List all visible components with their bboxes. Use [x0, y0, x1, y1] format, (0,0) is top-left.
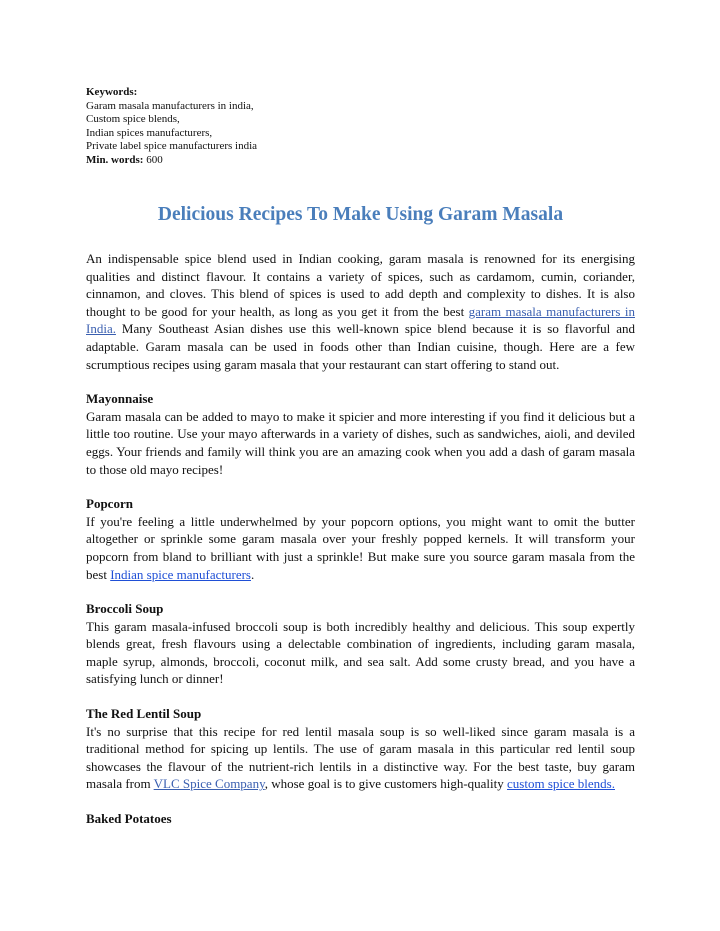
section-paragraph: This garam masala-infused broccoli soup is both incredibly healthy and delicious. This soup expertly blends great, fresh flavours using a delectable combination of ingredients, including garam masala, maple syrup, almonds, broccoli, coconut milk, and sea salt. Add some crusty bread, and you have a satisfying lunch or dinner! [86, 618, 635, 687]
keyword-item: Custom spice blends, [86, 113, 180, 126]
section-paragraph [86, 723, 635, 793]
intro-text-2: Many Southeast Asian dishes use this well-known spice blend because it is so flavorful and adaptable. Garam masala can be used in foods other than Indian cuisine, though. Here are a few scrumptious recipes using garam masala that your restaurant can start offering to stand out. [86, 321, 635, 372]
keywords-block [86, 86, 635, 168]
section-heading: Baked Potatoes [86, 811, 172, 827]
section-paragraph: Garam masala can be added to mayo to make it spicier and more interesting if you find it delicious but a little too routine. Use your mayo afterwards in a variety of dishes, such as sandwiches, aioli, and deviled eggs. Your friends and family will think you are an amazing cook when you add a dash of garam masala to those old mayo recipes! [86, 408, 635, 477]
intro-paragraph [86, 250, 635, 373]
lentil-text-2: , whose goal is to give customers high-quality [264, 776, 508, 792]
link-vlc-spice-company[interactable]: VLC Spice Company [153, 776, 265, 792]
popcorn-text-1: If you're feeling a little underwhelmed by your popcorn options, you might want to omit the butter altogether or sprinkle some garam masala over your freshly popped kernels. It will transform your popcorn from bland to brilliant with just a sprinkle! But make sure you source garam masala from the best [86, 513, 635, 582]
keyword-item: Indian spices manufacturers, [86, 126, 213, 139]
popcorn-text-2: . [250, 566, 255, 582]
keyword-item: Garam masala manufacturers in india, [86, 99, 254, 112]
section-red-lentil-soup [86, 705, 635, 793]
min-words-value: 600 [146, 153, 163, 166]
section-popcorn [86, 495, 635, 583]
link-custom-spice-blends[interactable]: custom spice blends. [507, 776, 615, 792]
section-heading: Popcorn [86, 496, 133, 512]
lentil-text-1: It's no surprise that this recipe for red lentil masala soup is so well-liked since garam masala is a traditional method for spicing up lentils. The use of garam masala in this particular red lentil soup showcases the flavour of the nutrient-rich lentils in a distinctive way. For the best taste, buy garam masala from [86, 723, 635, 792]
document-page [86, 86, 635, 827]
page-title: Delicious Recipes To Make Using Garam Masala [157, 204, 564, 225]
section-broccoli-soup [86, 600, 635, 688]
section-paragraph [86, 513, 635, 583]
link-garam-masala-manufacturers[interactable]: garam masala manufacturers in India. [86, 303, 635, 337]
section-heading: Mayonnaise [86, 391, 154, 407]
section-mayonnaise [86, 390, 635, 478]
keywords-label: Keywords: [86, 86, 138, 98]
intro-text-1: An indispensable spice blend used in Indian cooking, garam masala is renowned for its energising qualities and distinct flavour. It contains a variety of spices, such as cardamom, cumin, coriander, cinnamon, and cloves. This blend of spices is used to add depth and complexity to dishes. It is also thought to be good for your health, as long as you get it from the best [86, 251, 635, 319]
section-heading: Broccoli Soup [86, 601, 164, 617]
section-heading: The Red Lentil Soup [86, 706, 202, 722]
keyword-item: Private label spice manufacturers india [86, 140, 258, 153]
min-words-line [86, 154, 635, 168]
article-body [86, 250, 635, 828]
min-words-label: Min. words: [86, 153, 144, 166]
section-baked-potatoes [86, 810, 635, 828]
link-indian-spice-manufacturers[interactable]: Indian spice manufacturers [110, 566, 251, 582]
